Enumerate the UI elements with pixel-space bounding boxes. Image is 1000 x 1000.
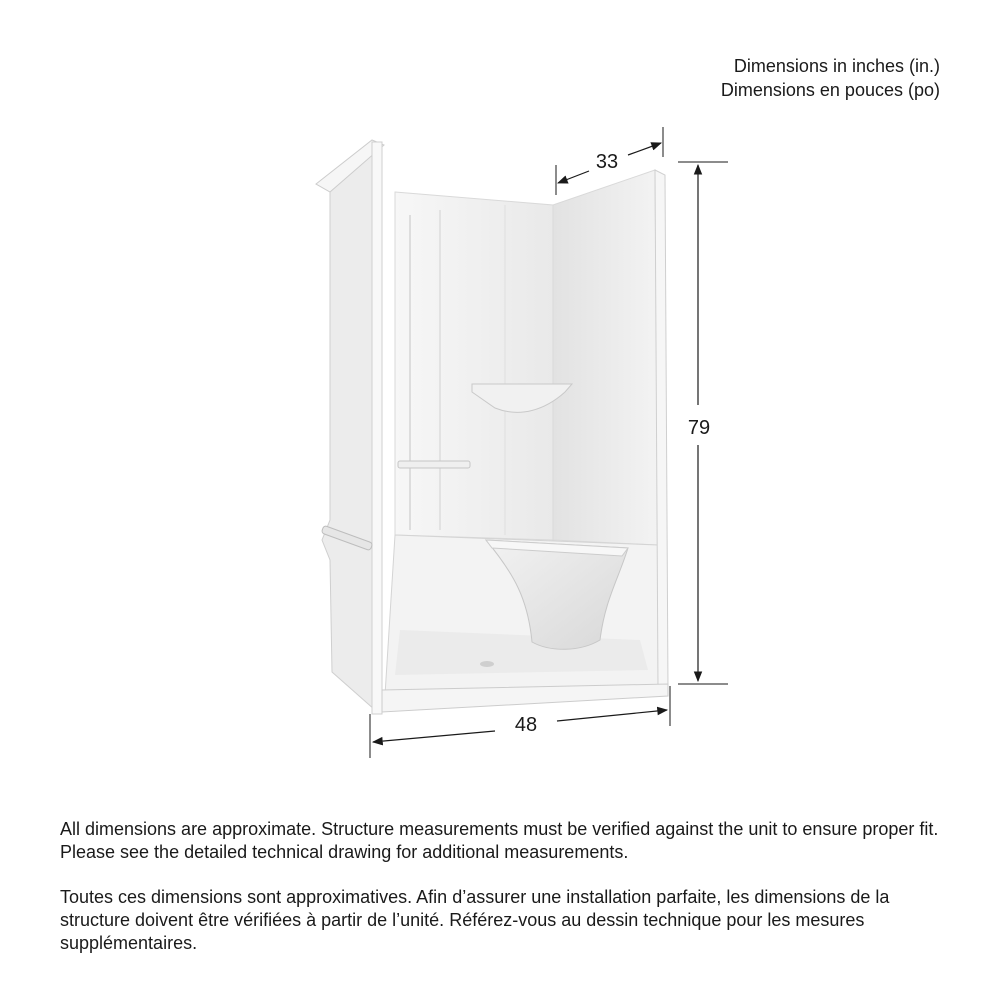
disclaimer xyxy=(60,818,950,977)
dimension-arrow xyxy=(558,171,589,183)
wall-shelf-bar xyxy=(398,461,470,468)
left-outer-panel xyxy=(320,148,375,710)
dimension-arrow xyxy=(373,731,495,742)
disclaimer-en: All dimensions are approximate. Structure measurements must be verified against the unit to ensure proper fit. Please see the detailed technical drawing for additional measurements. xyxy=(60,819,939,862)
drain xyxy=(480,661,494,667)
depth-label: 33 xyxy=(595,151,619,173)
back-wall xyxy=(395,192,553,540)
disclaimer-fr: Toutes ces dimensions sont approximatives. Afin d’assurer une installation parfaite, les dimensions de la structure doivent être vérifiées à partir de l’unité. Référez-vous au dessin technique pour les mesures supplémentaires. xyxy=(60,887,890,953)
width-label: 48 xyxy=(514,714,538,736)
shower-unit xyxy=(316,140,668,714)
units-line-en: Dimensions in inches (in.) xyxy=(733,56,940,76)
dimension-arrow xyxy=(628,143,661,155)
dimension-arrow xyxy=(557,710,667,721)
left-front-frame xyxy=(372,142,382,714)
right-side-wall xyxy=(553,170,658,545)
units-line-fr: Dimensions en pouces (po) xyxy=(720,80,940,100)
height-label: 79 xyxy=(687,417,711,439)
dimension-height xyxy=(678,162,728,684)
